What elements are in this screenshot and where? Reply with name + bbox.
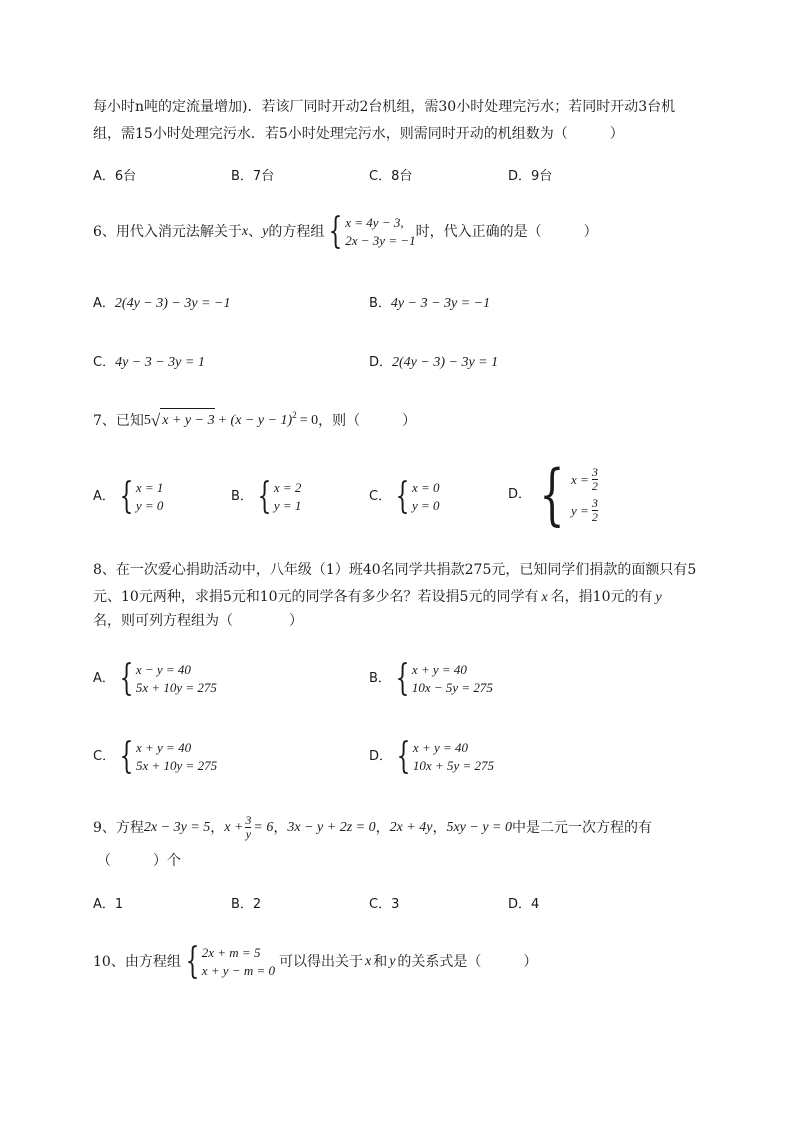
q6-equation-system [324,211,416,252]
q6-option-c [93,352,205,373]
fraction-denominator: 2 [591,479,598,493]
brace-icon: { [119,476,134,517]
q8-c-eq2: 5x + 10y = 275 [135,758,218,773]
fraction-numerator: 3 [591,465,598,479]
q6-sys-eq1: x = 4y − 3, [345,215,404,230]
q8-b-eq1: x + y = 40 [411,662,467,677]
q7-d-eq2-lhs: y = [571,502,589,518]
q5-option-d: D．9台 [508,169,553,184]
option-label: B． [369,296,391,311]
option-label: B． [231,489,253,504]
q8-line3: 名，则可列方程组为（ ） [93,613,303,629]
q7-tail: ，则（ ） [318,412,417,429]
q10-mid1: 可以得出关于 [278,954,363,970]
q7-option-a [93,476,164,517]
q8-b-eq2: 10x − 5y = 275 [411,680,493,695]
q9-option-c: C．3 [369,897,400,912]
q9-tail: 中是二元一次方程的有 [512,819,653,836]
q8-a-eq2: 5x + 10y = 275 [135,680,217,695]
q6-option-a [93,293,230,314]
q10-stem [93,941,538,982]
q10-var-y: y [389,954,396,969]
q5-option-c: C．8台 [369,169,413,184]
q8-option-a [93,658,217,699]
q9-eq2-rhs: = 6 [253,819,274,835]
brace-icon: { [395,658,410,699]
q9-eq1: 2x − 3y = 5 [143,819,211,835]
q6-option-b-expr: 4y − 3 − 3y = −1 [390,296,491,311]
q9-eq5: 5xy − y = 0 [446,819,513,835]
q6-tail: 时，代入正确的是（ ） [415,224,598,240]
q8-option-d [369,736,495,777]
q7-option-b [231,476,302,517]
q7-d-eq1-lhs: x = [571,471,589,487]
q7-lead: 7、已知 [93,412,144,429]
q5-line2: 组，需15小时处理完污水．若5小时处理完污水，则需同时开动的机组数为（ ） [93,126,624,142]
q8-line2-a: 元、10元两种，求捐5元和10元的同学各有多少名？若设捐5元的同学有 [93,589,539,605]
q9-option-a: A．1 [93,897,124,912]
fraction-numerator: 3 [591,496,598,510]
q8-line2-b: 名，捐10元的有 [550,589,653,605]
brace-icon: { [539,456,565,533]
q5-option-a: A．6台 [93,169,137,184]
q6-option-b [369,293,490,314]
q8-c-eq1: x + y = 40 [135,740,192,755]
q10-tail: 的关系式是（ ） [397,954,538,970]
q6-sep: 、 [248,224,263,240]
q6-option-c-expr: 4y − 3 − 3y = 1 [115,355,205,370]
fraction-denominator: y [245,827,252,841]
q7-equals: = 0 [299,412,319,428]
brace-icon: { [119,658,134,699]
fraction-numerator: 3 [245,813,252,827]
q9-eq3: 3x − y + 2z = 0 [287,819,376,835]
separator: ， [210,819,225,836]
q10-lead: 10、由方程组 [93,954,181,970]
q8-d-eq1: x + y = 40 [412,740,469,755]
q8-option-c [93,736,218,777]
q10-mid2: 和 [373,954,388,970]
q8-option-b [369,658,493,699]
option-label: C． [369,489,392,504]
q6-var-y: y [262,224,269,239]
brace-icon: { [395,476,410,517]
q9-stem [93,814,652,841]
q9-option-d: D．4 [508,897,540,912]
q9-eq4: 2x + 4y [389,819,433,835]
q6-eq-label: 的方程组 [268,224,325,240]
q9-option-b: B．2 [231,897,262,912]
q6-option-d [369,352,498,373]
q7-radicand: x + y − 3 [160,408,214,433]
q7-option-c [369,476,440,517]
q6-stem [93,211,598,252]
q5-line1: 每小时n吨的定流量增加)．若该厂同时开动2台机组，需30小时处理完污水；若同时开动3台机 [93,99,676,115]
brace-icon: { [257,476,272,517]
separator: ， [273,819,288,836]
q7-coef: 5 [143,412,151,428]
brace-icon: { [185,941,200,982]
q10-sys-eq2: x + y − m = 0 [201,963,275,978]
separator: ， [375,819,390,836]
q8-d-eq2: 10x + 5y = 275 [412,758,495,773]
q6-sys-eq2: 2x − 3y = −1 [345,233,416,248]
q6-option-d-expr: 2(4y − 3) − 3y = 1 [392,355,499,370]
q8-var-y: y [655,590,662,605]
brace-icon: { [328,211,343,252]
q6-option-a-expr: 2(4y − 3) − 3y = −1 [114,296,231,311]
option-label: C． [93,749,116,764]
q7-square-term: + (x − y − 1) [217,412,293,428]
option-label: A． [93,296,115,311]
q8-a-eq1: x − y = 40 [135,662,191,677]
q6-lead: 6、用代入消元法解关于 [93,224,242,240]
q7-c-eq2: y = 0 [411,498,440,513]
brace-icon: { [119,736,134,777]
option-label: A． [93,671,115,686]
fraction-denominator: 2 [591,510,598,524]
option-label: D． [369,355,393,370]
q8-var-x: x [541,590,548,605]
q8-line2 [93,587,662,608]
option-label: D． [508,487,532,502]
option-label: B． [369,671,391,686]
q7-exponent: 2 [292,409,297,420]
separator: ， [432,819,447,836]
q8-line1: 8、在一次爱心捐助活动中，八年级（1）班40名同学共捐款275元，已知同学们捐款的面额只有5 [93,562,697,578]
q9-line2: （ ）个 [97,853,181,869]
sqrt-icon: √ [150,410,161,430]
q7-b-eq1: x = 2 [273,480,302,495]
q10-sys-eq1: 2x + m = 5 [201,945,261,960]
brace-icon: { [396,736,411,777]
q7-a-eq2: y = 0 [135,498,164,513]
q7-b-eq2: y = 1 [273,498,302,513]
option-label: D． [369,749,393,764]
q7-a-eq1: x = 1 [135,480,164,495]
q7-option-d [508,456,598,533]
q6-var-x: x [241,224,249,239]
q7-c-eq1: x = 0 [411,480,440,495]
option-label: A． [93,489,115,504]
q10-equation-system [181,941,275,982]
q5-option-b: B．7台 [231,169,275,184]
q10-var-x: x [364,954,372,969]
q9-lead: 9、方程 [93,819,144,836]
option-label: C． [93,355,116,370]
q7-stem [93,408,416,433]
q9-eq2-lhs: x + [224,819,244,835]
